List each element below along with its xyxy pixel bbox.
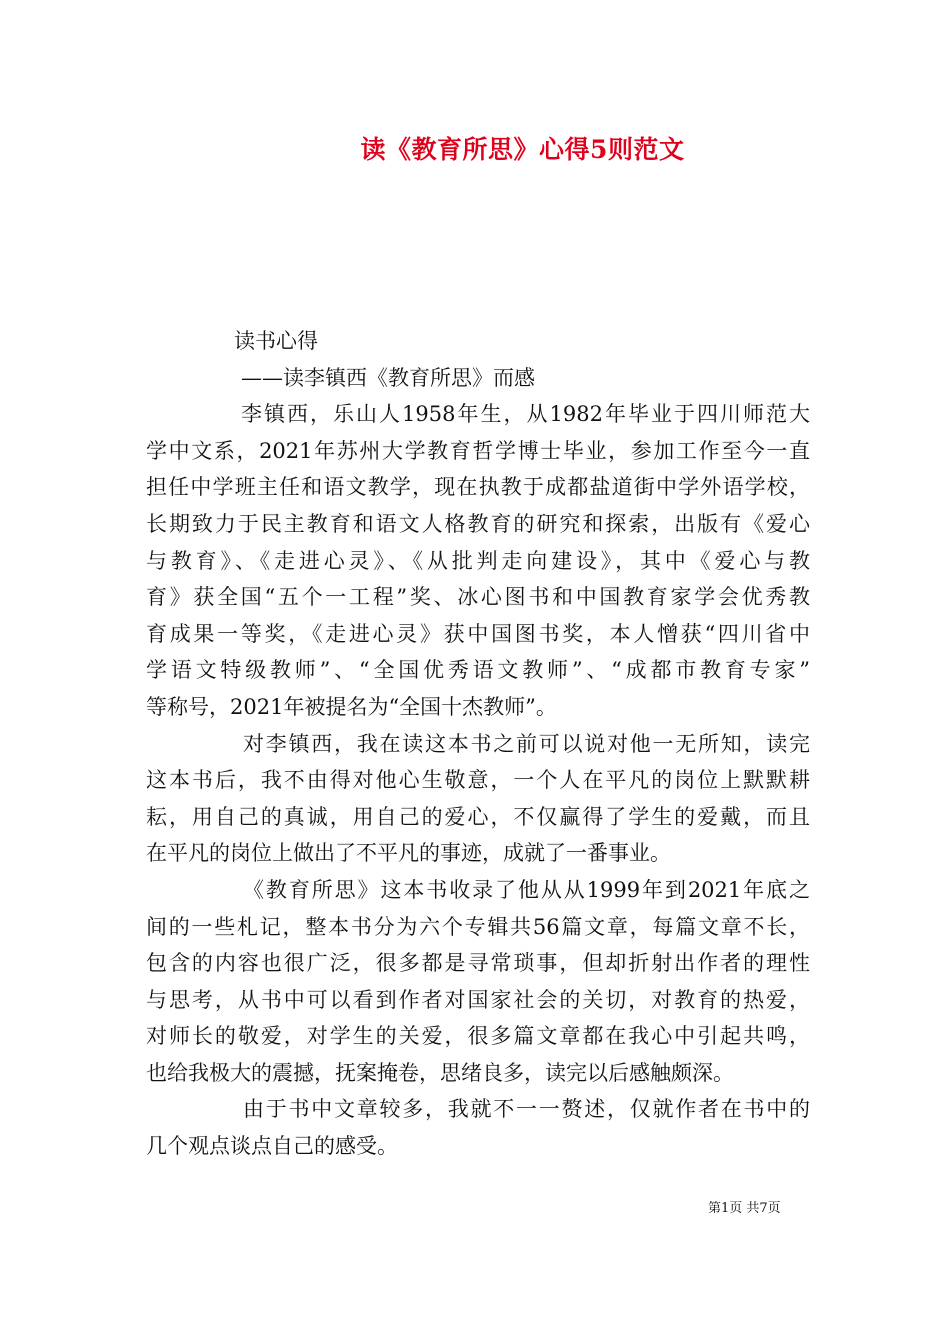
section-subheading: ——读李镇西《教育所思》而感 — [241, 365, 535, 390]
paragraph-line: 包含的内容也很广泛，很多都是寻常琐事，但却折射出作者的理性 — [146, 951, 810, 976]
paragraph-line: 育》获全国“五个一工程”奖、冰心图书和中国教育家学会优秀教 — [146, 585, 810, 610]
paragraph — [146, 396, 810, 725]
paragraph-line: 几个观点谈点自己的感受。 — [146, 1134, 398, 1159]
paragraph-line: 在平凡的岗位上做出了不平凡的事迹，成就了一番事业。 — [146, 841, 671, 866]
paragraph-line: 耘，用自己的真诚，用自己的爱心，不仅赢得了学生的爱戴，而且 — [146, 804, 810, 829]
paragraph-line: 李镇西，乐山人1958年生，从1982年毕业于四川师范大 — [241, 402, 810, 427]
paragraph-line: 对李镇西，我在读这本书之前可以说对他一无所知，读完 — [243, 731, 810, 756]
paragraph-line: 间的一些札记，整本书分为六个专辑共56篇文章，每篇文章不长， — [146, 914, 810, 939]
paragraph-line: 长期致力于民主教育和语文人格教育的研究和探索，出版有《爱心 — [146, 511, 810, 536]
paragraph-line: 育成果一等奖，《走进心灵》获中国图书奖，本人憎获“四川省中 — [146, 621, 810, 646]
paragraph-line: 等称号，2021年被提名为“全国十杰教师”。 — [146, 694, 557, 719]
paragraph-line: 学中文系，2021年苏州大学教育哲学博士毕业，参加工作至今一直 — [146, 438, 810, 463]
paragraph-line: 也给我极大的震撼，抚案掩卷，思绪良多，读完以后感触颇深。 — [146, 1060, 734, 1085]
paragraph-line: 学语文特级教师”、“全国优秀语文教师”、“成都市教育专家” — [146, 658, 810, 683]
paragraph — [146, 1091, 810, 1164]
document-body — [146, 323, 810, 1165]
paragraph-line: 与思考，从书中可以看到作者对国家社会的关切，对教育的热爱， — [146, 987, 810, 1012]
paragraph-line: 由于书中文章较多，我就不一一赘述，仅就作者在书中的 — [243, 1097, 810, 1122]
paragraph — [146, 872, 810, 1092]
paragraph-line: 这本书后，我不由得对他心生敬意，一个人在平凡的岗位上默默耕 — [146, 768, 810, 793]
page-title: 读《教育所思》心得5则范文 — [360, 135, 685, 164]
paragraph-line: 《教育所思》这本书收录了他从从1999年到2021年底之 — [243, 877, 810, 902]
page-number-footer: 第1页 共7页 — [708, 1201, 781, 1216]
paragraph-line: 对师长的敬爱，对学生的关爱，很多篇文章都在我心中引起共鸣， — [146, 1024, 810, 1049]
paragraph — [146, 726, 810, 872]
paragraph-line: 与教育》、《走进心灵》、《从批判走向建设》，其中《爱心与教 — [146, 548, 810, 573]
paragraph-line: 担任中学班主任和语文教学，现在执教于成都盐道街中学外语学校， — [146, 475, 810, 500]
section-heading: 读书心得 — [234, 329, 318, 353]
